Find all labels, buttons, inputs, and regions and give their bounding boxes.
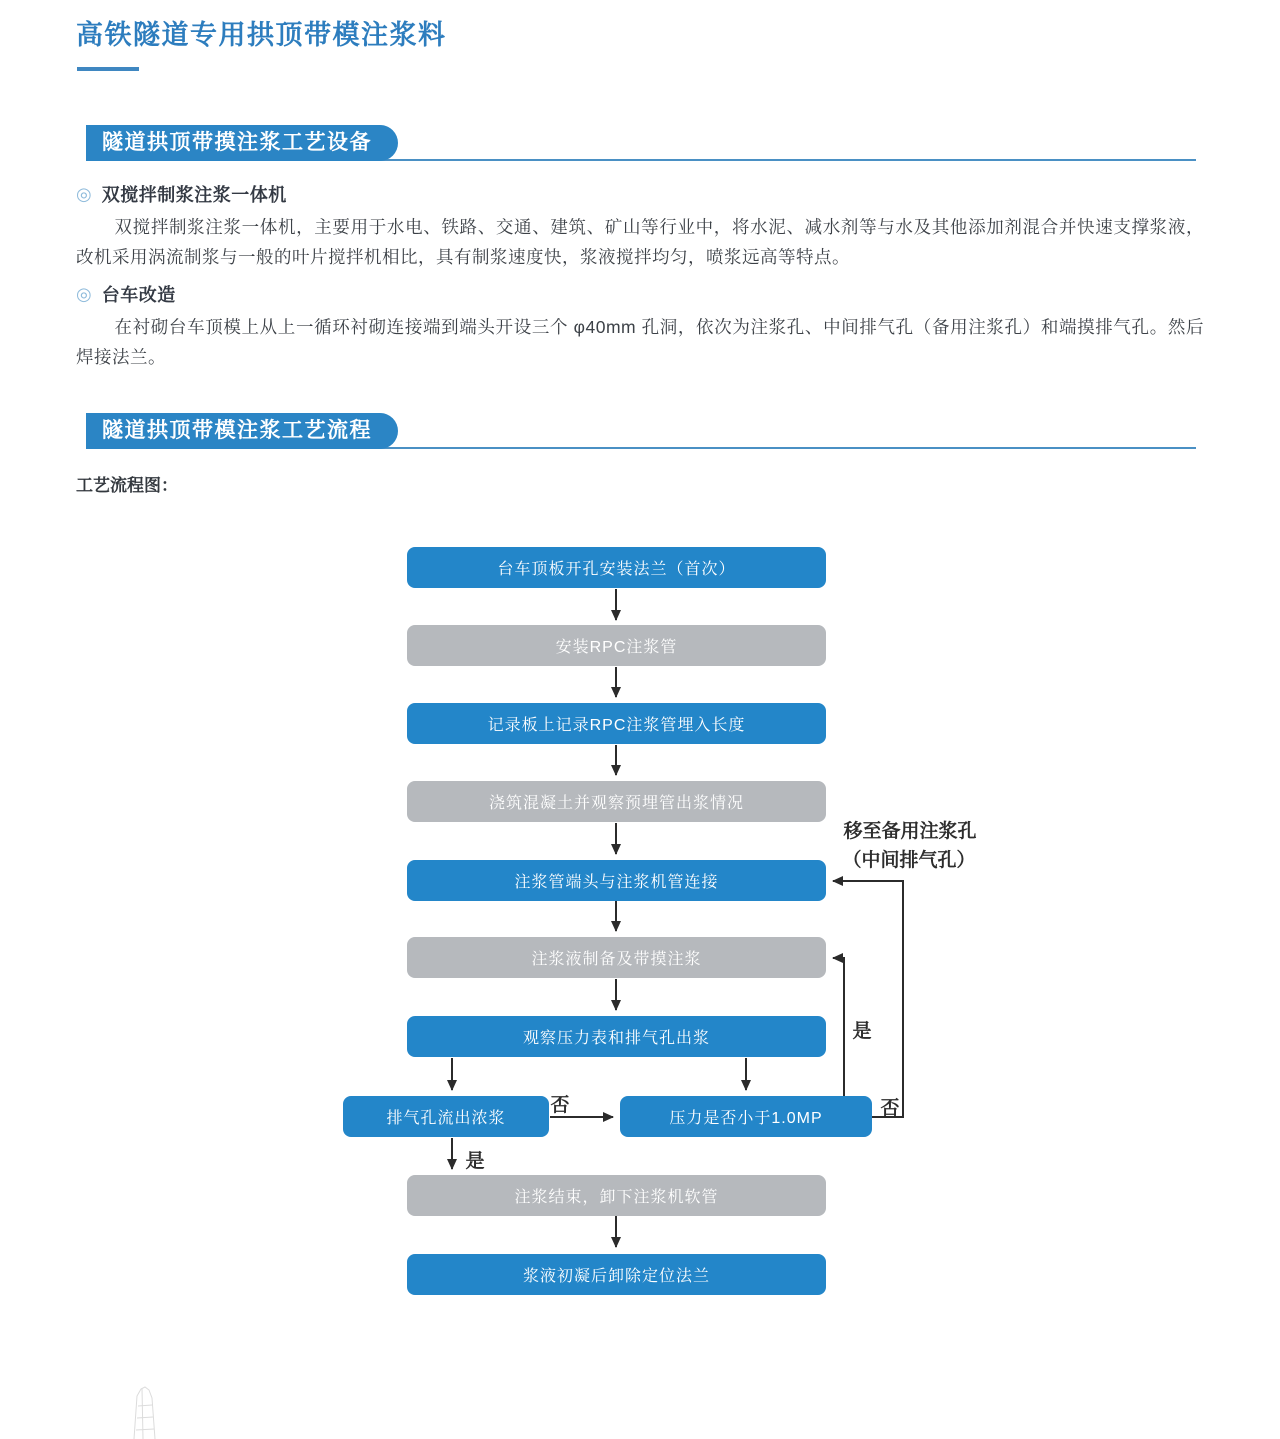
title-underline: [77, 67, 139, 71]
flow-diagram-caption: 工艺流程图：: [76, 476, 178, 495]
flow-box-install-flange: 台车顶板开孔安装法兰（首次）: [407, 547, 826, 588]
section-header-equipment: [86, 125, 398, 161]
edge-label-vent-no: 否: [550, 1095, 570, 1116]
flow-box-connect-machine: 注浆管端头与注浆机管连接: [407, 860, 826, 901]
double-circle-bullet-icon: ◎: [76, 284, 92, 304]
edge-label-vent-yes: 是: [465, 1151, 485, 1172]
paragraph-trolley: 在衬砌台车顶模上从上一循环衬砌连接端到端头开设三个 φ40mm 孔洞，依次为注浆孔、中间排气孔（备用注浆孔）和端摸排气孔。然后焊接法兰。: [76, 317, 1204, 367]
page-title: 高铁隧道专用拱顶带模注浆料: [76, 20, 447, 50]
section-header-process-label: 隧道拱顶带模注浆工艺流程: [102, 419, 372, 442]
flow-box-install-rpc-pipe: 安装RPC注浆管: [407, 625, 826, 666]
flow-box-remove-flange: 浆液初凝后卸除定位法兰: [407, 1254, 826, 1295]
bullet-item-mixer: [76, 181, 287, 207]
edge-label-pressure-yes: 是: [852, 1021, 872, 1042]
loop-note-line2: （中间排气孔）: [842, 850, 976, 871]
building-outline: [134, 1387, 155, 1439]
flow-box-observe-pressure: 观察压力表和排气孔出浆: [407, 1016, 826, 1057]
loop-note-line1: 移至备用注浆孔: [843, 821, 977, 842]
edge-label-pressure-no: 否: [880, 1098, 900, 1119]
bullet-heading-mixer: 双搅拌制浆注浆一体机: [101, 185, 287, 205]
section-header-equipment-label: 隧道拱顶带摸注浆工艺设备: [102, 131, 372, 154]
flow-box-grouting-end: 注浆结束，卸下注浆机软管: [407, 1175, 826, 1216]
loop-pressure-no: [833, 881, 903, 1117]
flow-box-record-length: 记录板上记录RPC注浆管埋入长度: [407, 703, 826, 744]
building-watermark: [126, 1386, 166, 1439]
flow-box-vent-slurry: 排气孔流出浓浆: [343, 1096, 549, 1137]
section-header-process: [86, 413, 398, 449]
flow-box-pour-concrete: 浇筑混凝土并观察预埋管出浆情况: [407, 781, 826, 822]
bullet-item-trolley: [76, 281, 176, 307]
paragraph-mixer: 双搅拌制浆注浆一体机，主要用于水电、铁路、交通、建筑、矿山等行业中，将水泥、减水剂等与水及其他添加剂混合并快速支撑浆液，改机采用涡流制浆与一般的叶片搅拌机相比，具有制浆速度快，浆液搅拌均匀，喷浆远高等特点。: [76, 217, 1204, 267]
bullet-heading-trolley: 台车改造: [101, 285, 176, 305]
flow-box-pressure-check: 压力是否小于1.0MP: [620, 1096, 872, 1137]
double-circle-bullet-icon: ◎: [76, 184, 92, 204]
flow-box-prepare-grout: 注浆液制备及带摸注浆: [407, 937, 826, 978]
loop-pressure-yes: [833, 958, 844, 1096]
